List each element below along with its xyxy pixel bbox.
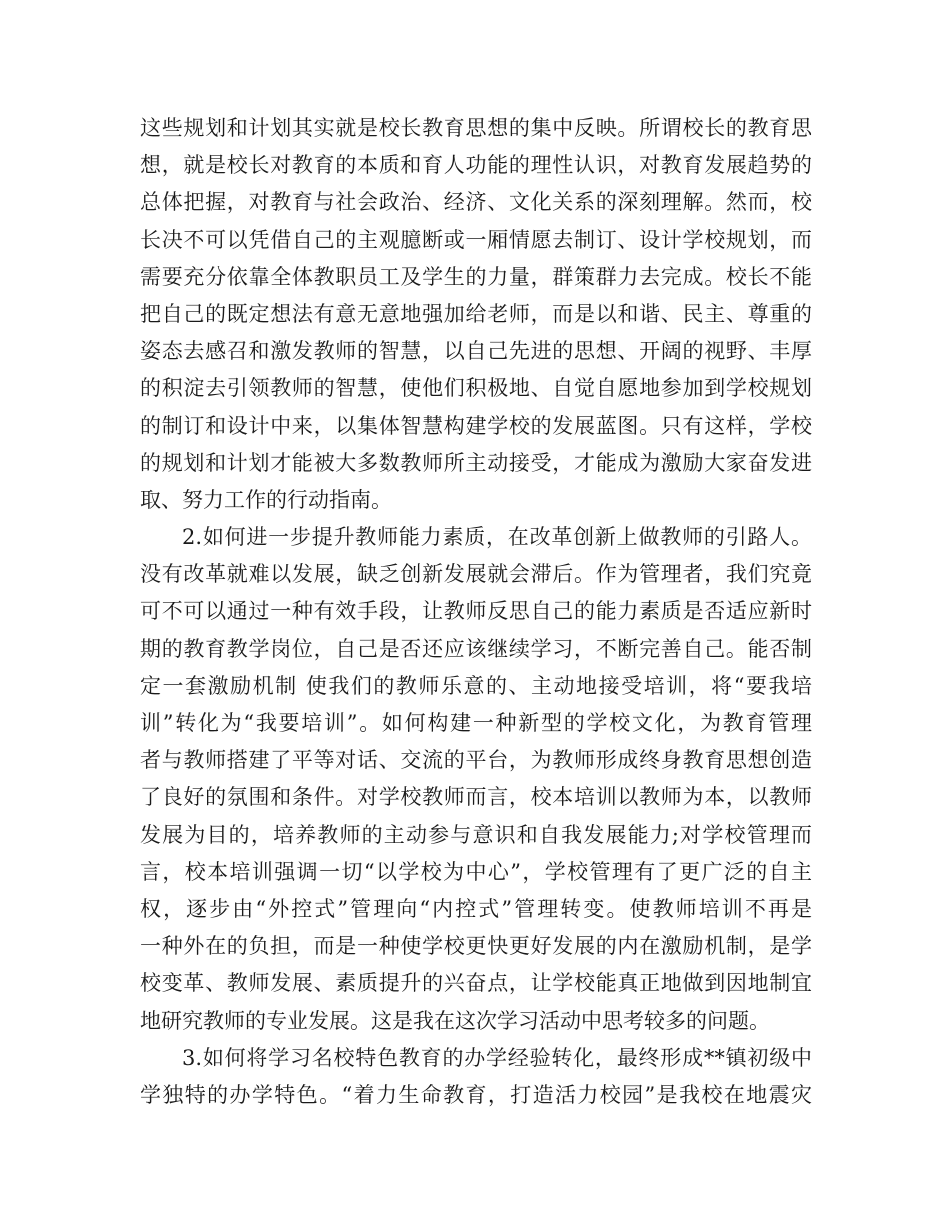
text-line: 的规划和计划才能被大多数教师所主动接受，才能成为激励大家奋发进 xyxy=(140,450,812,475)
text-line: 想，就是校长对教育的本质和育人功能的理性认识，对教育发展趋势的 xyxy=(140,153,812,178)
text-line: 这些规划和计划其实就是校长教育思想的集中反映。所谓校长的教育思 xyxy=(140,116,812,140)
text-line: 学独特的办学特色。“着力生命教育，打造活力校园”是我校在地震灾 xyxy=(140,1082,812,1107)
text-line: 的积淀去引领教师的智慧，使他们积极地、自觉自愿地参加到学校规划 xyxy=(140,376,812,401)
body-text xyxy=(140,110,812,1114)
text-line: 定一套激励机制 使我们的教师乐意的、主动地接受培训，将“要我培 xyxy=(140,673,812,698)
text-line: 把自己的既定想法有意无意地强加给老师，而是以和谐、民主、尊重的 xyxy=(140,301,812,326)
text-line: 总体把握，对教育与社会政治、经济、文化关系的深刻理解。然而，校 xyxy=(140,190,812,215)
text-line: 可不可以通过一种有效手段，让教师反思自己的能力素质是否适应新时 xyxy=(140,599,812,624)
text-line: 需要充分依靠全体教职员工及学生的力量，群策群力去完成。校长不能 xyxy=(140,264,812,289)
text-line: 的制订和设计中来，以集体智慧构建学校的发展蓝图。只有这样，学校 xyxy=(140,413,812,438)
text-line: 取、努力工作的行动指南。 xyxy=(140,487,392,512)
section-heading-2: 2.如何进一步提升教师能力素质，在改革创新上做教师的引路人。 xyxy=(182,525,812,550)
text-line: 期的教育教学岗位，自己是否还应该继续学习，不断完善自己。能否制 xyxy=(140,636,812,661)
text-line: 一种外在的负担，而是一种使学校更快更好发展的内在激励机制，是学 xyxy=(140,934,812,959)
text-line: 了良好的氛围和条件。对学校教师而言，校本培训以教师为本，以教师 xyxy=(140,785,812,810)
text-line: 者与教师搭建了平等对话、交流的平台，为教师形成终身教育思想创造 xyxy=(140,748,812,773)
text-line: 发展为目的，培养教师的主动参与意识和自我发展能力;对学校管理而 xyxy=(140,822,812,847)
text-line: 训”转化为“我要培训”。如何构建一种新型的学校文化，为教育管理 xyxy=(140,711,812,735)
text-line: 姿态去感召和激发教师的智慧，以自己先进的思想、开阔的视野、丰厚 xyxy=(140,339,812,364)
text-line: 言，校本培训强调一切“以学校为中心”，学校管理有了更广泛的自主 xyxy=(140,859,812,884)
text-line: 没有改革就难以发展，缺乏创新发展就会滞后。作为管理者，我们究竟 xyxy=(140,562,812,587)
text-line: 长决不可以凭借自己的主观臆断或一厢情愿去制订、设计学校规划，而 xyxy=(140,227,812,252)
text-line: 权，逐步由“外控式”管理向“内控式”管理转变。使教师培训不再是 xyxy=(140,896,812,921)
text-line: 校变革、教师发展、素质提升的兴奋点，让学校能真正地做到因地制宜 xyxy=(140,971,812,996)
section-heading-3: 3.如何将学习名校特色教育的办学经验转化，最终形成**镇初级中 xyxy=(182,1045,812,1070)
text-line: 地研究教师的专业发展。这是我在这次学习活动中思考较多的问题。 xyxy=(140,1008,770,1033)
